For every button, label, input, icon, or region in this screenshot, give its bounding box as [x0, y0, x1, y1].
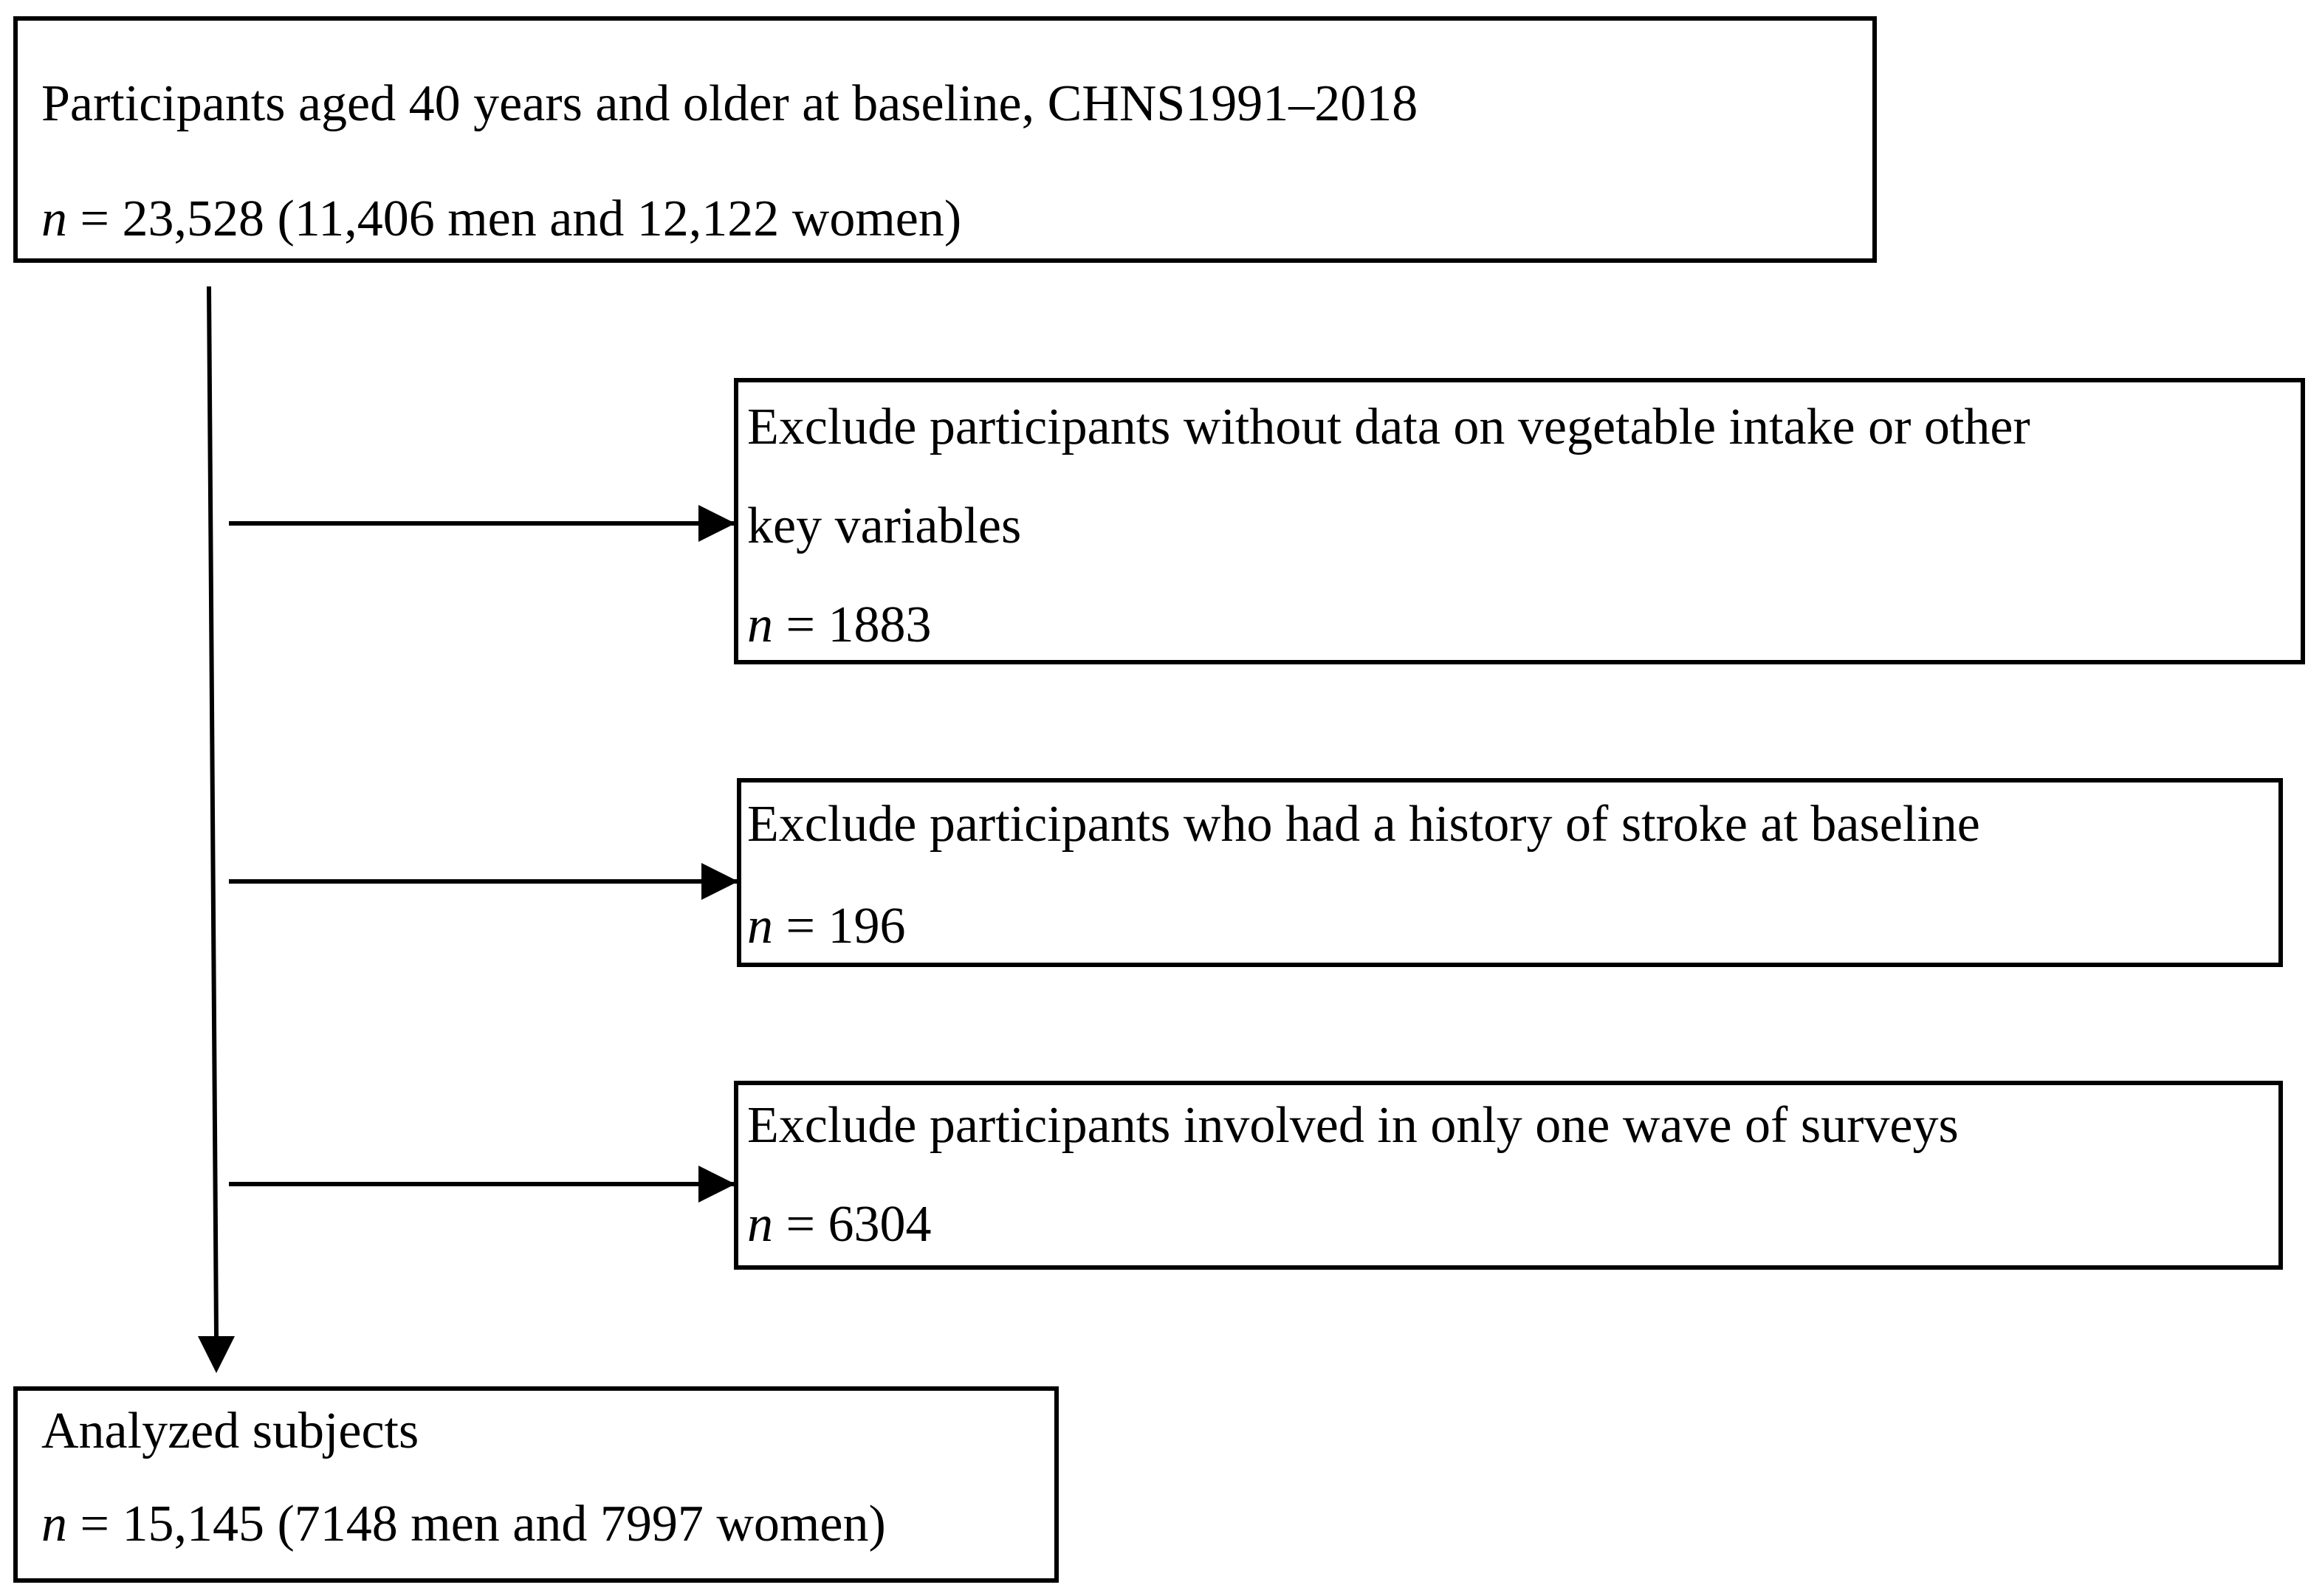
- start-box-count-value: = 23,528 (11,406 men and 12,122 women): [67, 190, 962, 247]
- n-symbol: n: [41, 1496, 67, 1552]
- main-flow-arrowhead: [198, 1336, 235, 1373]
- exclusion-box-3: [734, 1081, 2283, 1270]
- start-box-title: Participants aged 40 years and older at baseline, CHNS1991–2018: [41, 75, 1418, 132]
- exclusion-box-2: [737, 778, 2283, 967]
- exclusion-3-text-line1: Exclude participants involved in only one wave of surveys: [747, 1097, 1959, 1154]
- start-box-count: [41, 190, 962, 247]
- exclusion-1-count-value: = 1883: [773, 596, 932, 653]
- n-symbol: n: [747, 898, 773, 954]
- n-symbol: n: [747, 596, 773, 653]
- n-symbol: n: [747, 1196, 773, 1253]
- end-box: [13, 1386, 1059, 1583]
- exclusion-1-text-line1: Exclude participants without data on vegetable intake or other: [747, 399, 2030, 455]
- exclusion-3-count-value: = 6304: [773, 1196, 932, 1253]
- exclusion-2-text-line1: Exclude participants who had a history of stroke at baseline: [747, 796, 1980, 853]
- exclusion-2-count-value: = 196: [773, 898, 906, 954]
- exclusion-3-count: [747, 1196, 932, 1253]
- exclusion-box-1: [734, 378, 2305, 664]
- end-box-title: Analyzed subjects: [41, 1403, 419, 1459]
- exclusion-1-text-line2: key variables: [747, 498, 1022, 554]
- n-symbol: n: [41, 190, 67, 247]
- end-box-count-value: = 15,145 (7148 men and 7997 women): [67, 1496, 886, 1552]
- end-box-count: [41, 1496, 886, 1552]
- start-box: [13, 16, 1877, 263]
- exclusion-2-count: [747, 898, 906, 954]
- main-flow-line: [209, 286, 216, 1336]
- exclusion-1-count: [747, 596, 932, 653]
